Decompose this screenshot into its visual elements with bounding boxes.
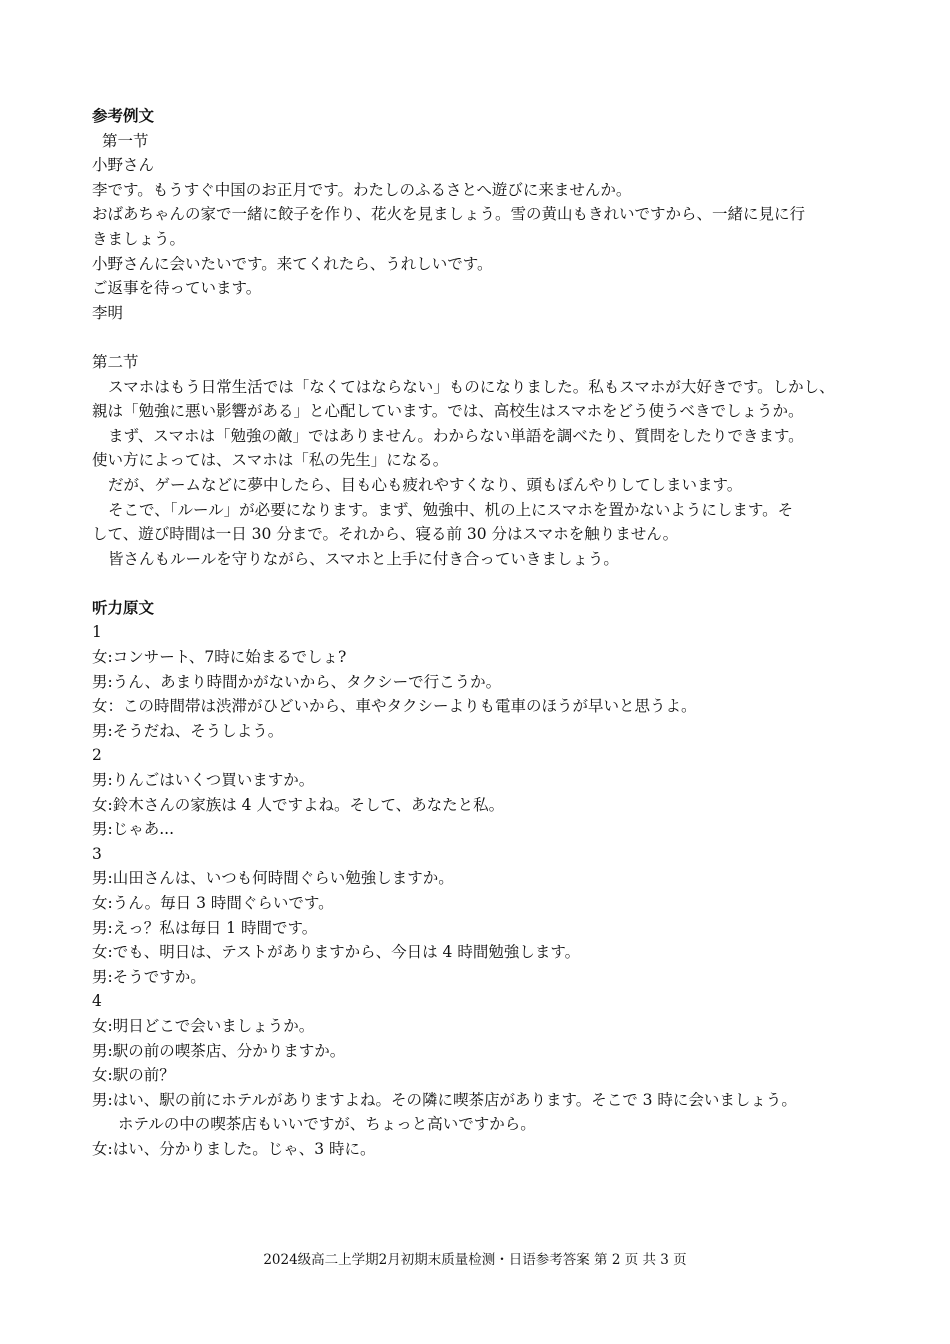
dialogue-line-continuation: ホテルの中の喫茶店もいいですが、ちょっと高いですから。 <box>118 1115 536 1134</box>
letter-body-line: きましょう。 <box>92 229 186 248</box>
section-heading-listening-script: 听力原文 <box>92 598 155 617</box>
spacer <box>92 571 862 596</box>
dialogue-number: 2 <box>92 746 102 765</box>
dialogue-line: 男:そうですか。 <box>92 967 206 986</box>
letter-signature: 李明 <box>92 303 124 322</box>
letter-salutation: 小野さん <box>92 156 155 175</box>
essay-line: そこで、「ルール」が必要になります。まず、勉強中、机の上にスマホを置かないようにします。そ <box>108 500 794 519</box>
page-content <box>92 104 862 1162</box>
dialogue-line: 男:りんごはいくつ買いますか。 <box>92 771 315 790</box>
dialogue-line: 女：この時間帯は渋滞がひどいから、車やタクシーよりも電車のほうが早いと思うよ。 <box>92 697 697 716</box>
dialogue-line: 男:はい、駅の前にホテルがありますよね。その隣に喫茶店があります。そこで 3 時に会いましょう。 <box>92 1090 797 1109</box>
dialogue-line: 男:山田さんは、いつも何時間ぐらい勉強しますか。 <box>92 869 454 888</box>
dialogue-line: 女:明日どこで会いましょうか。 <box>92 1016 315 1035</box>
letter-body-line: 小野さんに会いたいです。来てくれたら、うれしいです。 <box>92 254 493 273</box>
dialogue-line: 女:コンサート、7時に始まるでしょ? <box>92 648 347 667</box>
subsection-heading-part-one: 第一节 <box>102 131 149 150</box>
section-heading-reference-examples: 参考例文 <box>92 107 155 125</box>
dialogue-line: 男:じゃあ... <box>92 820 175 839</box>
dialogue-line: 男:うん、あまり時間かがないから、タクシーで行こうか。 <box>92 672 502 691</box>
dialogue-line: 男:駅の前の喫茶店、分かりますか。 <box>92 1041 346 1060</box>
letter-body-line: おばあちゃんの家で一緒に餃子を作り、花火を見ましょう。雪の黄山もきれいですから、一緒に見に行 <box>92 205 806 224</box>
dialogue-line: 男:そうだね、そうしよう。 <box>92 721 284 740</box>
dialogue-line: 女:うん。毎日 3 時間ぐらいです。 <box>92 894 334 912</box>
essay-line: 親は「勉強に悪い影響がある」と心配しています。では、高校生はスマホをどう使うべきでしょうか。 <box>92 402 804 421</box>
dialogue-line: 女:駅の前？ <box>92 1066 175 1085</box>
dialogue-line: 女:はい、分かりました。じゃ、3 時に。 <box>92 1139 376 1158</box>
dialogue-line: 女:鈴木さんの家族は 4 人ですよね。そして、あなたと私。 <box>92 795 505 814</box>
essay-line: スマホはもう日常生活では「なくてはならない」ものになりました。私もスマホが大好きです。しかし、 <box>108 377 835 396</box>
dialogue-line: 女:でも、明日は、テストがありますから、今日は 4 時間勉強します。 <box>92 943 581 962</box>
essay-line: 使い方によっては、スマホは「私の先生」になる。 <box>92 451 449 470</box>
spacer <box>92 325 862 350</box>
dialogue-number: 1 <box>92 623 102 642</box>
essay-line: して、遊び時間は一日 30 分まで。それから、寝る前 30 分はスマホを触りません。 <box>92 525 679 544</box>
dialogue-line: 男:えっ？私は毎日 1 時間です。 <box>92 918 318 937</box>
essay-line: 皆さんもルールを守りながら、スマホと上手に付き合っていきましょう。 <box>108 549 619 568</box>
letter-body-line: 李です。もうすぐ中国のお正月です。わたしのふるさとへ遊びに来ませんか。 <box>92 180 632 199</box>
subsection-heading-part-two: 第二节 <box>92 352 139 371</box>
letter-body-line: ご返事を待っています。 <box>92 279 262 298</box>
essay-line: だが、ゲームなどに夢中したら、目も心も疲れやすくなり、頭もぼんやりしてしまいます。 <box>108 475 743 494</box>
page-footer: 2024级高二上学期2月初期末质量检测・日语参考答案 第 2 页 共 3 页 <box>263 1252 687 1268</box>
dialogue-number: 3 <box>92 844 102 863</box>
essay-line: まず、スマホは「勉強の敵」ではありません。わからない単語を調べたり、質問をしたりできます。 <box>108 426 804 445</box>
dialogue-number: 4 <box>92 992 102 1011</box>
